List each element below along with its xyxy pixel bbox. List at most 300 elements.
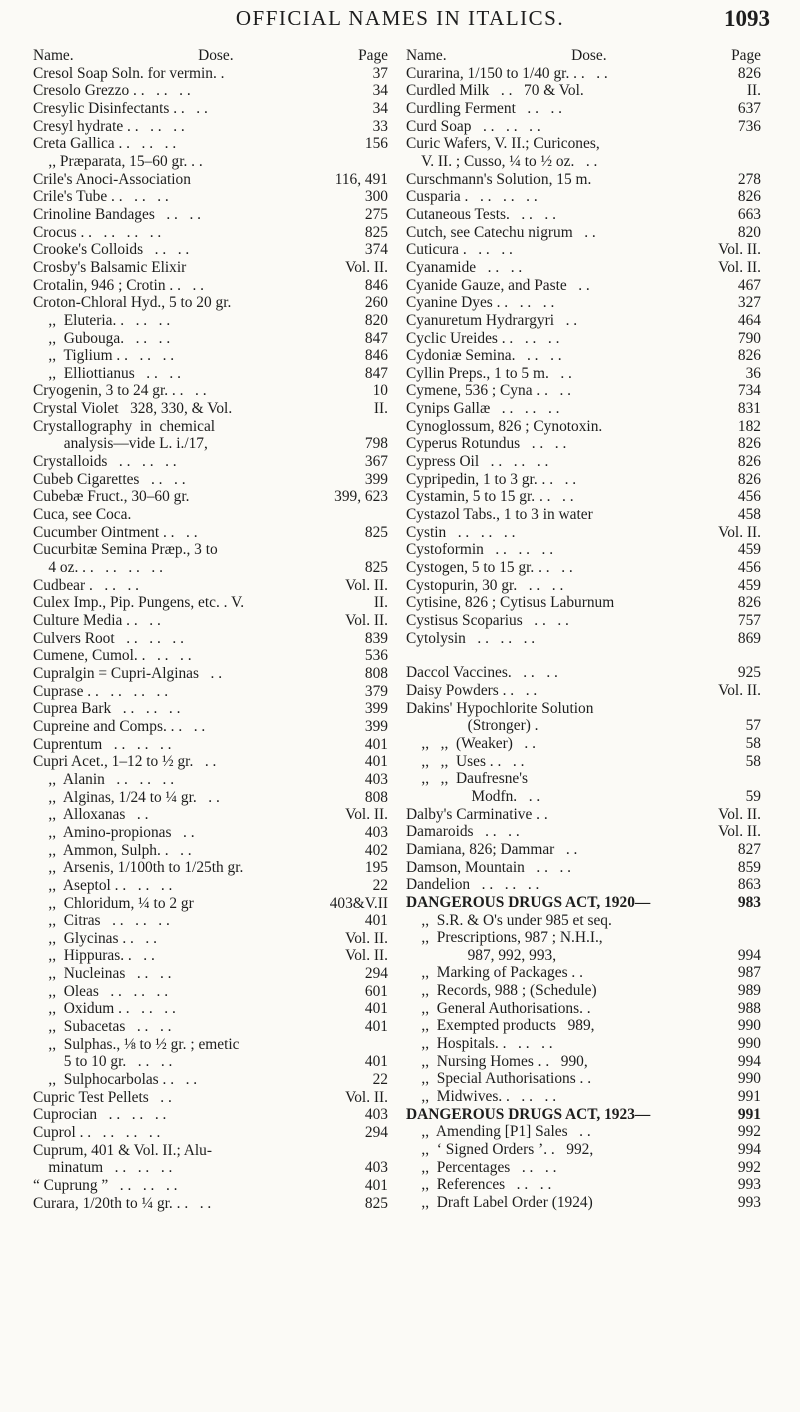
- entry-page: 994: [737, 946, 761, 964]
- entry-page: 458: [737, 506, 761, 524]
- index-entry: [33, 418, 388, 436]
- index-entry: [33, 506, 388, 524]
- page-header: [0, 0, 800, 40]
- index-entry: [33, 1142, 388, 1160]
- entry-page: 399, 623: [334, 488, 388, 506]
- entry-page: 403: [364, 770, 388, 788]
- entry-text: Cudbear . . . . .: [33, 576, 140, 594]
- column-header-page: Page: [731, 47, 761, 64]
- entry-page: 846: [364, 276, 388, 294]
- index-entry: [33, 912, 388, 930]
- entry-text: Cyanine Dyes . . . . . .: [406, 294, 555, 312]
- entry-page: Vol. II.: [345, 806, 388, 824]
- entry-text: Cynoglossum, 826 ; Cynotoxin.: [406, 417, 603, 435]
- entry-text: Cystisus Scoparius . . . .: [406, 612, 569, 629]
- index-entry: [406, 594, 761, 612]
- entry-page: [757, 135, 761, 153]
- index-entry: [33, 947, 388, 965]
- entry-page: 374: [364, 241, 388, 259]
- entry-page: 401: [364, 1018, 388, 1036]
- entry-text: Cupric Test Pellets . .: [33, 1088, 172, 1106]
- entry-text: Cyperus Rotundus . . . .: [406, 435, 567, 453]
- entry-text: ,, Gubouga. . . . .: [33, 329, 171, 347]
- entry-text: Cystopurin, 30 gr. . . . .: [406, 576, 564, 594]
- entry-page: Vol. II.: [718, 823, 761, 841]
- entry-text: Curd Soap . . . . . .: [406, 117, 541, 135]
- entry-text: Cymene, 536 ; Cyna . . . .: [406, 382, 572, 400]
- index-entry: [406, 100, 761, 118]
- entry-page: [757, 929, 761, 947]
- entry-text: ,, Chloridum, ¼ to 2 gr: [33, 894, 194, 912]
- index-entry: [406, 559, 761, 577]
- index-entry: [406, 135, 761, 153]
- entry-page: 826: [737, 594, 761, 612]
- index-entry: [33, 206, 388, 224]
- entry-page: 994: [737, 1052, 761, 1070]
- entry-text: ,, ,, (Weaker) . .: [406, 734, 536, 752]
- entry-text: Crotalin, 946 ; Crotin . . . .: [33, 276, 205, 294]
- entry-page: [757, 153, 761, 171]
- entry-page: Vol. II.: [345, 612, 388, 629]
- entry-page: Vol. II.: [345, 929, 388, 947]
- entry-page: 846: [364, 347, 388, 365]
- entry-text: ,, Midwives. . . . . .: [406, 1088, 557, 1106]
- index-entry: [406, 630, 761, 648]
- index-entry: [406, 929, 761, 947]
- entry-text: ,, General Authorisations. .: [406, 999, 591, 1017]
- entry-page: 987: [737, 964, 761, 982]
- index-entry: [33, 1177, 388, 1195]
- column-header-dose: Dose.: [571, 47, 607, 64]
- entry-text: Curschmann's Solution, 15 m.: [406, 170, 592, 188]
- index-entry: [406, 1035, 761, 1053]
- index-entry: [406, 153, 761, 171]
- index-entry: [33, 1089, 388, 1107]
- entry-page: 820: [364, 311, 388, 329]
- entry-text: 987, 992, 993,: [406, 946, 557, 964]
- index-entry: [33, 1159, 388, 1177]
- running-title: OFFICIAL NAMES IN ITALICS.: [235, 6, 565, 30]
- entry-text: ,, Ammon, Sulph. . . .: [33, 841, 192, 859]
- entry-text: Cyclic Ureides . . . . . .: [406, 329, 560, 347]
- index-entry: [33, 471, 388, 489]
- entry-text: DANGEROUS DRUGS ACT, 1923—: [406, 1105, 651, 1123]
- entry-text: Cytisine, 826 ; Cytisus Laburnum: [406, 594, 615, 612]
- entry-page: 401: [364, 753, 388, 771]
- index-entry: [406, 330, 761, 348]
- page-number: 1093: [724, 6, 770, 31]
- entry-page: [384, 1142, 388, 1160]
- index-entry: [406, 418, 761, 436]
- entry-page: 993: [737, 1194, 761, 1211]
- entry-page: 825: [364, 523, 388, 541]
- index-entry: [406, 1159, 761, 1177]
- entry-page: [384, 153, 388, 171]
- index-entry: [406, 577, 761, 595]
- index-entry: [33, 577, 388, 595]
- entry-page: 379: [364, 682, 388, 700]
- entry-page: 467: [737, 276, 761, 294]
- entry-text: Cubeb Cigarettes . . . .: [33, 470, 186, 488]
- index-entry: [33, 188, 388, 206]
- index-entry: [33, 135, 388, 153]
- entry-text: ,, Sulphocarbolas . . . .: [33, 1071, 198, 1089]
- index-entry: [33, 842, 388, 860]
- entry-text: ,, Eluteria. . . . . .: [33, 311, 171, 329]
- entry-text: ,, Hospitals. . . . . .: [406, 1035, 553, 1053]
- index-entry: [33, 330, 388, 348]
- entry-text: Cystin . . . . . .: [406, 523, 516, 541]
- entry-page: 859: [737, 858, 761, 876]
- index-entry: [406, 1017, 761, 1035]
- entry-text: ,, Citras . . . . . .: [33, 912, 170, 930]
- entry-text: Modfn. . .: [406, 787, 541, 805]
- index-entry: [406, 1106, 761, 1124]
- entry-text: ,, ,, Daufresne's: [406, 770, 529, 788]
- entry-text: ,, Alanin . . . . . .: [33, 770, 175, 788]
- entry-text: Cubebæ Fruct., 30–60 gr.: [33, 488, 190, 506]
- entry-page: II.: [373, 400, 388, 418]
- entry-text: Dakins' Hypochlorite Solution: [406, 699, 594, 717]
- index-entry: [33, 683, 388, 701]
- entry-text: Dalby's Carminative . .: [406, 805, 548, 823]
- index-entry: [406, 1088, 761, 1106]
- entry-page: 825: [364, 559, 388, 577]
- entry-page: [384, 418, 388, 436]
- entry-text: Crystallography in chemical: [33, 417, 216, 435]
- index-entry: [33, 488, 388, 506]
- index-entry: [33, 541, 388, 559]
- entry-text: Culex Imp., Pip. Pungens, etc. . V.: [33, 594, 245, 612]
- entry-page: 57: [745, 717, 761, 735]
- entry-page: 869: [737, 629, 761, 647]
- entry-page: 988: [737, 999, 761, 1017]
- entry-text: ,, Amending [P1] Sales . .: [406, 1123, 591, 1141]
- entry-text: ,, Exempted products 989,: [406, 1017, 595, 1035]
- entry-text: Crystalloids . . . . . .: [33, 453, 177, 471]
- entry-text: (Stronger) .: [406, 717, 539, 735]
- index-entry: [33, 100, 388, 118]
- index-entry: [406, 347, 761, 365]
- index-entry: [406, 206, 761, 224]
- entry-text: “ Cuprung ” . . . . . .: [33, 1177, 178, 1194]
- entry-page: 847: [364, 329, 388, 347]
- index-entry: [406, 894, 761, 912]
- entry-page: 401: [364, 735, 388, 753]
- entry-page: Vol. II.: [718, 681, 761, 699]
- entry-page: Vol. II.: [345, 258, 388, 276]
- entry-page: 863: [737, 876, 761, 894]
- entry-text: Cypress Oil . . . . . .: [406, 453, 549, 471]
- index-entry: [406, 612, 761, 630]
- entry-page: 826: [737, 188, 761, 206]
- entry-page: [384, 541, 388, 559]
- entry-page: 403: [364, 1159, 388, 1177]
- entry-text: Cystamin, 5 to 15 gr. . . . .: [406, 488, 574, 506]
- index-entry: [33, 1124, 388, 1142]
- entry-page: 827: [737, 840, 761, 858]
- index-entry: [406, 1070, 761, 1088]
- entry-page: 790: [737, 329, 761, 347]
- index-entry: [33, 700, 388, 718]
- index-entry: [33, 347, 388, 365]
- entry-page: 327: [737, 294, 761, 312]
- entry-text: Cresylic Disinfectants . . . .: [33, 99, 208, 117]
- index-entry: [33, 718, 388, 736]
- index-entry: [33, 824, 388, 842]
- column-header-dose: Dose.: [198, 47, 234, 64]
- index-entry: [406, 700, 761, 718]
- entry-page: 401: [364, 1053, 388, 1071]
- index-entry: [33, 1000, 388, 1018]
- column-header-name: Name.: [33, 47, 74, 64]
- entry-page: 294: [364, 1124, 388, 1142]
- entry-page: 993: [737, 1176, 761, 1194]
- entry-page: 825: [364, 223, 388, 241]
- column-header: [406, 47, 761, 65]
- entry-page: 983: [737, 893, 761, 911]
- entry-text: ,, Alloxanas . .: [33, 806, 149, 824]
- entry-page: 300: [364, 188, 388, 206]
- entry-page: 456: [737, 559, 761, 577]
- index-entry: [406, 876, 761, 894]
- entry-text: Croton-Chloral Hyd., 5 to 20 gr.: [33, 294, 232, 312]
- entry-page: 825: [364, 1194, 388, 1212]
- entry-text: Cuprentum . . . . . .: [33, 735, 172, 753]
- entry-page: 401: [364, 912, 388, 930]
- entry-page: 989: [737, 982, 761, 1000]
- entry-page: II.: [373, 594, 388, 612]
- column-header: [33, 47, 388, 65]
- index-entry: [33, 1036, 388, 1054]
- index-entry: [33, 806, 388, 824]
- entry-page: 734: [737, 382, 761, 400]
- index-entry: [33, 594, 388, 612]
- index-entry: [33, 965, 388, 983]
- index-entry: [33, 612, 388, 630]
- index-entry: [406, 453, 761, 471]
- entry-text: ,, Marking of Packages . .: [406, 964, 583, 982]
- index-entry: [33, 983, 388, 1001]
- entry-text: Cupreine and Comps. . . . .: [33, 717, 206, 735]
- entry-text: ,, Prescriptions, 987 ; N.H.I.,: [406, 929, 603, 947]
- index-entry: [406, 365, 761, 383]
- entry-page: 847: [364, 364, 388, 382]
- index-entry: [33, 153, 388, 171]
- entry-page: 992: [737, 1123, 761, 1141]
- index-entry: [33, 1053, 388, 1071]
- index-entry: [33, 930, 388, 948]
- index-entry: [406, 400, 761, 418]
- entry-page: 808: [364, 788, 388, 806]
- index-entry: [33, 382, 388, 400]
- entry-page: Vol. II.: [718, 258, 761, 276]
- index-entry: [406, 241, 761, 259]
- entry-page: 839: [364, 629, 388, 647]
- index-entry: [406, 664, 761, 682]
- entry-page: 34: [372, 82, 388, 100]
- entry-text: V. II. ; Cusso, ¼ to ½ oz. . .: [406, 152, 598, 170]
- entry-text: Cucurbitæ Semina Præp., 3 to: [33, 541, 218, 559]
- entry-page: 36: [745, 364, 761, 382]
- index-entry: [406, 259, 761, 277]
- index-entry: [33, 118, 388, 136]
- index-entry: [406, 471, 761, 489]
- entry-page: 399: [364, 470, 388, 488]
- entry-page: 37: [372, 64, 388, 82]
- index-entry: [33, 771, 388, 789]
- index-entry: [33, 630, 388, 648]
- index-entry: [406, 788, 761, 806]
- entry-text: ,, Oxidum . . . . . .: [33, 1000, 176, 1018]
- index-entry: [406, 841, 761, 859]
- index-entry: [406, 753, 761, 771]
- index-entry: [406, 1000, 761, 1018]
- entry-text: Culture Media . . . .: [33, 612, 161, 629]
- entry-text: ,, ,, Uses . . . .: [406, 752, 525, 770]
- index-entry: [406, 1194, 761, 1212]
- index-entry: [33, 1018, 388, 1036]
- entry-page: 826: [737, 347, 761, 365]
- index-entry: [33, 789, 388, 807]
- entry-text: Damaroids . . . .: [406, 823, 520, 841]
- index-entry: [33, 559, 388, 577]
- column-header-page: Page: [358, 47, 388, 64]
- index-entry: [33, 753, 388, 771]
- index-entry: [406, 312, 761, 330]
- entry-page: Vol. II.: [718, 523, 761, 541]
- entry-text: Crocus . . . . . . . .: [33, 223, 162, 241]
- entry-page: 464: [737, 311, 761, 329]
- entry-text: ,, Tiglium . . . . . .: [33, 347, 175, 365]
- entry-page: 456: [737, 488, 761, 506]
- entry-page: 536: [364, 647, 388, 665]
- entry-page: 637: [737, 99, 761, 117]
- entry-text: ,, Subacetas . . . .: [33, 1018, 172, 1036]
- entry-text: ,, Aseptol . . . . . .: [33, 876, 173, 894]
- entry-page: 401: [364, 1000, 388, 1018]
- entry-text: Cryogenin, 3 to 24 gr. . . . .: [33, 382, 207, 400]
- entry-page: 34: [372, 99, 388, 117]
- entry-text: Crosby's Balsamic Elixir: [33, 258, 187, 276]
- entry-page: Vol. II.: [345, 1088, 388, 1106]
- entry-text: Cusparia . . . . . . .: [406, 188, 538, 206]
- index-entry: [33, 241, 388, 259]
- entry-page: 367: [364, 453, 388, 471]
- entry-page: 275: [364, 205, 388, 223]
- entry-text: Cumene, Cumol. . . . . .: [33, 647, 192, 665]
- entry-text: Cutch, see Catechu nigrum . .: [406, 223, 596, 241]
- entry-text: ,, Glycinas . . . .: [33, 929, 157, 947]
- entry-page: 663: [737, 205, 761, 223]
- entry-text: Cydoniæ Semina. . . . .: [406, 347, 562, 365]
- index-entry: [33, 259, 388, 277]
- entry-text: Crooke's Colloids . . . .: [33, 241, 190, 259]
- entry-text: Cupralgin = Cupri-Alginas . .: [33, 664, 223, 682]
- index-entry: [406, 488, 761, 506]
- entry-text: ,, Elliottianus . . . .: [33, 364, 181, 382]
- index-entry: [406, 1141, 761, 1159]
- entry-page: 826: [737, 64, 761, 82]
- entry-text: 4 oz. . . . . . . . .: [33, 559, 163, 577]
- index-entry: [33, 312, 388, 330]
- entry-page: 925: [737, 664, 761, 682]
- index-entry: [33, 365, 388, 383]
- entry-page: II.: [746, 82, 761, 100]
- entry-page: 990: [737, 1070, 761, 1088]
- entry-text: Daccol Vaccines. . . . .: [406, 664, 558, 682]
- index-entry: [406, 823, 761, 841]
- entry-page: 399: [364, 700, 388, 718]
- index-entry: [406, 118, 761, 136]
- entry-page: 195: [364, 859, 388, 877]
- index-entry: [406, 1176, 761, 1194]
- index-entry: [33, 65, 388, 83]
- entry-text: Cuprocian . . . . . .: [33, 1106, 167, 1124]
- index-entry: [406, 912, 761, 930]
- entry-page: 757: [737, 612, 761, 629]
- entry-text: Curic Wafers, V. II.; Curicones,: [406, 135, 600, 153]
- entry-page: 990: [737, 1035, 761, 1053]
- index-entry: [33, 453, 388, 471]
- entry-text: ,, References . . . .: [406, 1176, 552, 1194]
- entry-text: Cupri Acet., 1–12 to ½ gr. . .: [33, 753, 217, 771]
- index-entry: [33, 524, 388, 542]
- entry-page: 991: [737, 1088, 761, 1106]
- entry-text: ,, Amino-propionas . .: [33, 823, 195, 841]
- index-entry: [33, 1106, 388, 1124]
- entry-page: [757, 700, 761, 718]
- entry-page: 402: [364, 841, 388, 859]
- entry-text: Cystazol Tabs., 1 to 3 in water: [406, 506, 593, 524]
- entry-page: 399: [364, 717, 388, 735]
- entry-page: 459: [737, 576, 761, 594]
- index-entry: [406, 1053, 761, 1071]
- entry-page: 601: [364, 982, 388, 1000]
- index-entry: [33, 171, 388, 189]
- entry-text: Curdling Ferment . . . .: [406, 99, 563, 117]
- entry-text: Cuprum, 401 & Vol. II.; Alu-: [33, 1141, 212, 1159]
- entry-page: 403: [364, 1106, 388, 1124]
- index-entry: [406, 82, 761, 100]
- index-entry: [406, 277, 761, 295]
- column-header-name: Name.: [406, 47, 447, 64]
- entry-text: ,, ‘ Signed Orders ’. . 992,: [406, 1141, 594, 1159]
- entry-text: Crile's Anoci-Association: [33, 170, 191, 188]
- entry-text: Cuprol . . . . . . . .: [33, 1124, 161, 1142]
- entry-text: Cresol Soap Soln. for vermin. .: [33, 64, 225, 82]
- index-column-left: [33, 47, 388, 1212]
- entry-page: 22: [372, 1071, 388, 1089]
- entry-text: Cyanuretum Hydrargyri . .: [406, 311, 578, 329]
- entry-page: 260: [364, 294, 388, 312]
- index-entry: [33, 665, 388, 683]
- entry-text: Cystogen, 5 to 15 gr. . . . .: [406, 559, 573, 577]
- entry-text: Culvers Root . . . . . .: [33, 629, 184, 647]
- entry-text: DANGEROUS DRUGS ACT, 1920—: [406, 893, 651, 911]
- entry-text: Crile's Tube . . . . . .: [33, 188, 169, 206]
- entry-page: [757, 912, 761, 930]
- entry-text: Creta Gallica . . . . . .: [33, 135, 177, 153]
- index-entry: [406, 770, 761, 788]
- index-entry: [33, 1071, 388, 1089]
- index-entry: [33, 736, 388, 754]
- entry-page: 10: [372, 382, 388, 400]
- entry-page: 826: [737, 435, 761, 453]
- entry-text: Cutaneous Tests. . . . .: [406, 205, 556, 223]
- entry-text: ,, Special Authorisations . .: [406, 1070, 592, 1088]
- index-entry: [33, 435, 388, 453]
